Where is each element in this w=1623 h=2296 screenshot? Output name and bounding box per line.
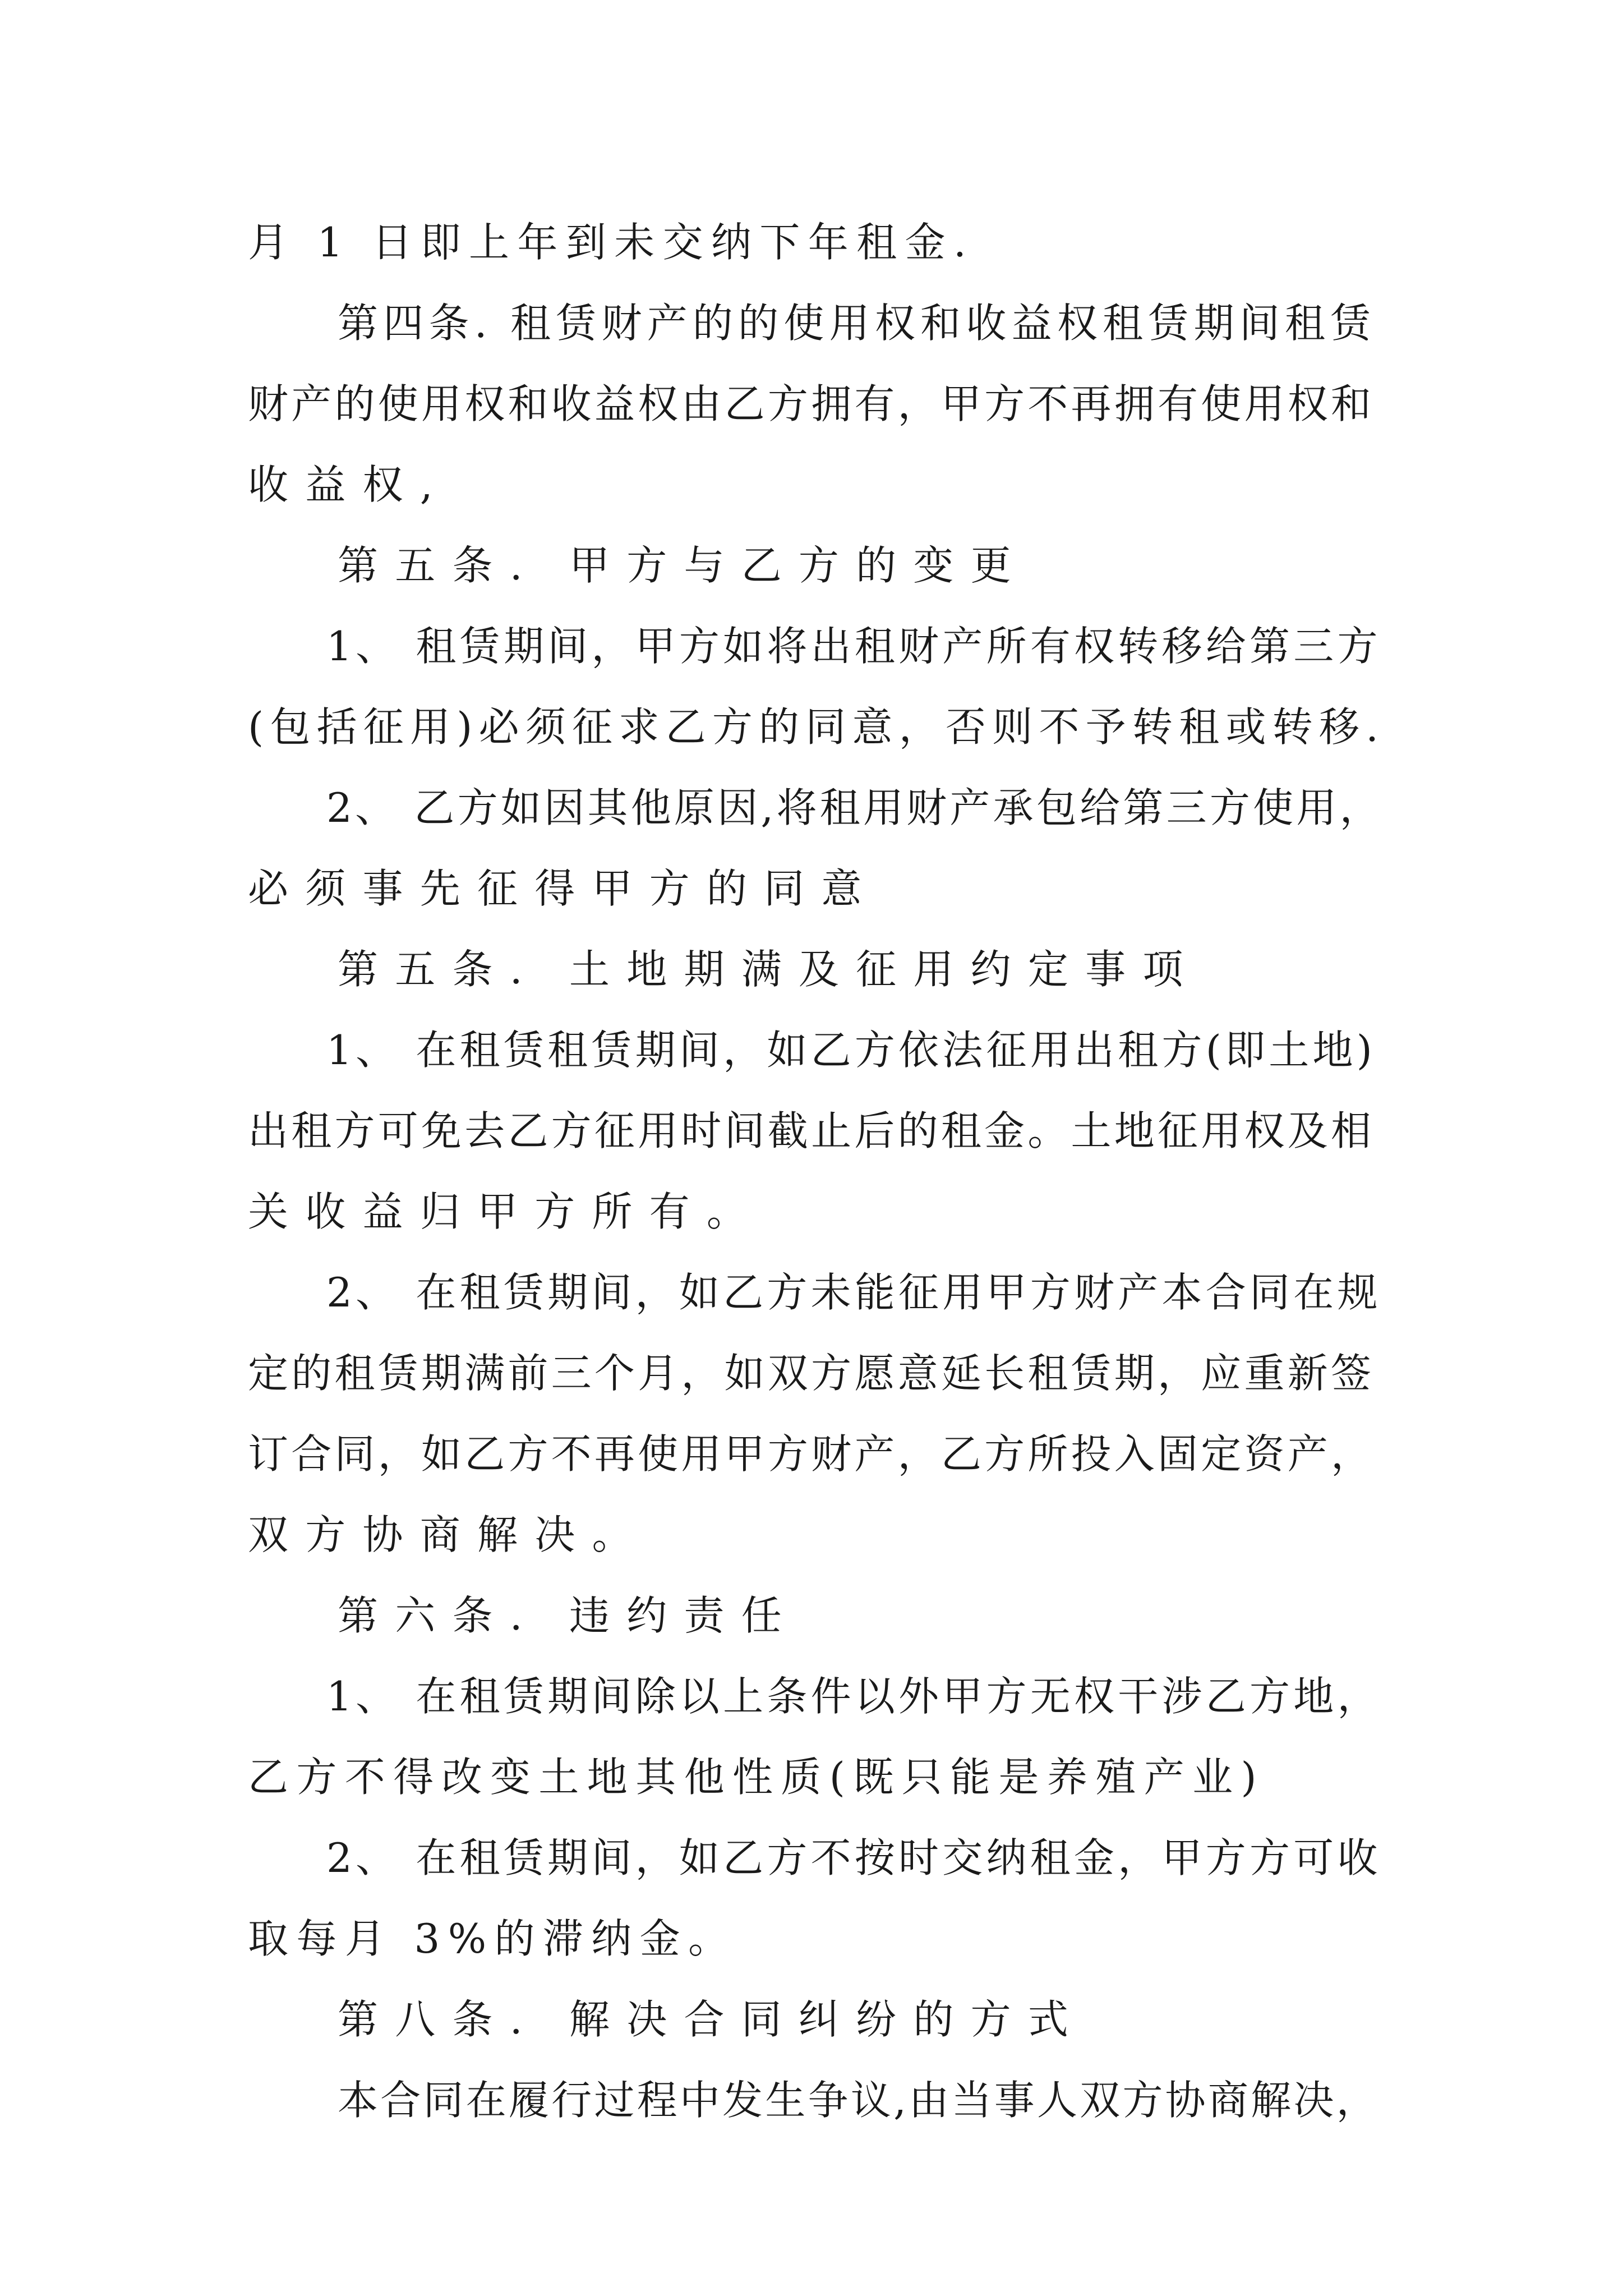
paragraph-line: 双方协商解决。 xyxy=(248,1511,649,1558)
paragraph-line: 乙方不得改变土地其他性质(既只能是养殖产业) xyxy=(248,1754,1265,1801)
list-item: 2、 在租赁期间，如乙方未能征用甲方财产本合同在规 xyxy=(326,1269,1381,1316)
list-item: 2、 在租赁期间，如乙方不按时交纳租金，甲方方可收 xyxy=(326,1834,1381,1881)
clause-heading: 第四条. 租赁财产的的使用权和收益权租赁期间租赁 xyxy=(338,300,1376,347)
paragraph-line: 必须事先征得甲方的同意 xyxy=(248,865,879,912)
clause-heading: 第五条. 土地期满及征用约定事项 xyxy=(338,946,1200,993)
paragraph-line: 定的租赁期满前三个月，如双方愿意延长租赁期，应重新签 xyxy=(248,1350,1375,1397)
clause-heading: 第六条. 违约责任 xyxy=(338,1592,799,1639)
clause-heading: 第八条. 解决合同纠纷的方式 xyxy=(338,1996,1086,2043)
paragraph-line: 订合同，如乙方不再使用甲方财产，乙方所投入固定资产， xyxy=(248,1430,1375,1478)
list-item: 1、 在租赁租赁期间，如乙方依法征用出租方(即土地) xyxy=(326,1027,1376,1074)
paragraph-line: 取每月 3%的滞纳金。 xyxy=(248,1915,737,1962)
paragraph-line: (包括征用)必须征求乙方的同意，否则不予转租或转移. xyxy=(248,703,1385,751)
paragraph-line: 收益权, xyxy=(248,461,450,508)
list-item: 2、 乙方如因其他原因,将租用财产承包给第三方使用， xyxy=(326,784,1383,831)
paragraph-line: 月 1 日即上年到未交纳下年租金. xyxy=(248,219,975,266)
paragraph-line: 财产的使用权和收益权由乙方拥有，甲方不再拥有使用权和 xyxy=(248,380,1375,427)
paragraph-line: 关收益归甲方所有。 xyxy=(248,1188,764,1235)
list-item: 1、 在租赁期间除以上条件以外甲方无权干涉乙方地， xyxy=(326,1673,1381,1720)
list-item: 1、 租赁期间，甲方如将出租财产所有权转移给第三方 xyxy=(326,623,1381,670)
clause-heading: 第五条. 甲方与乙方的变更 xyxy=(338,542,1028,589)
paragraph-line: 本合同在履行过程中发生争议,由当事人双方协商解决， xyxy=(338,2077,1379,2124)
document-body xyxy=(248,202,1386,2141)
paragraph-line: 出租方可免去乙方征用时间截止后的租金。土地征用权及相 xyxy=(248,1107,1375,1154)
